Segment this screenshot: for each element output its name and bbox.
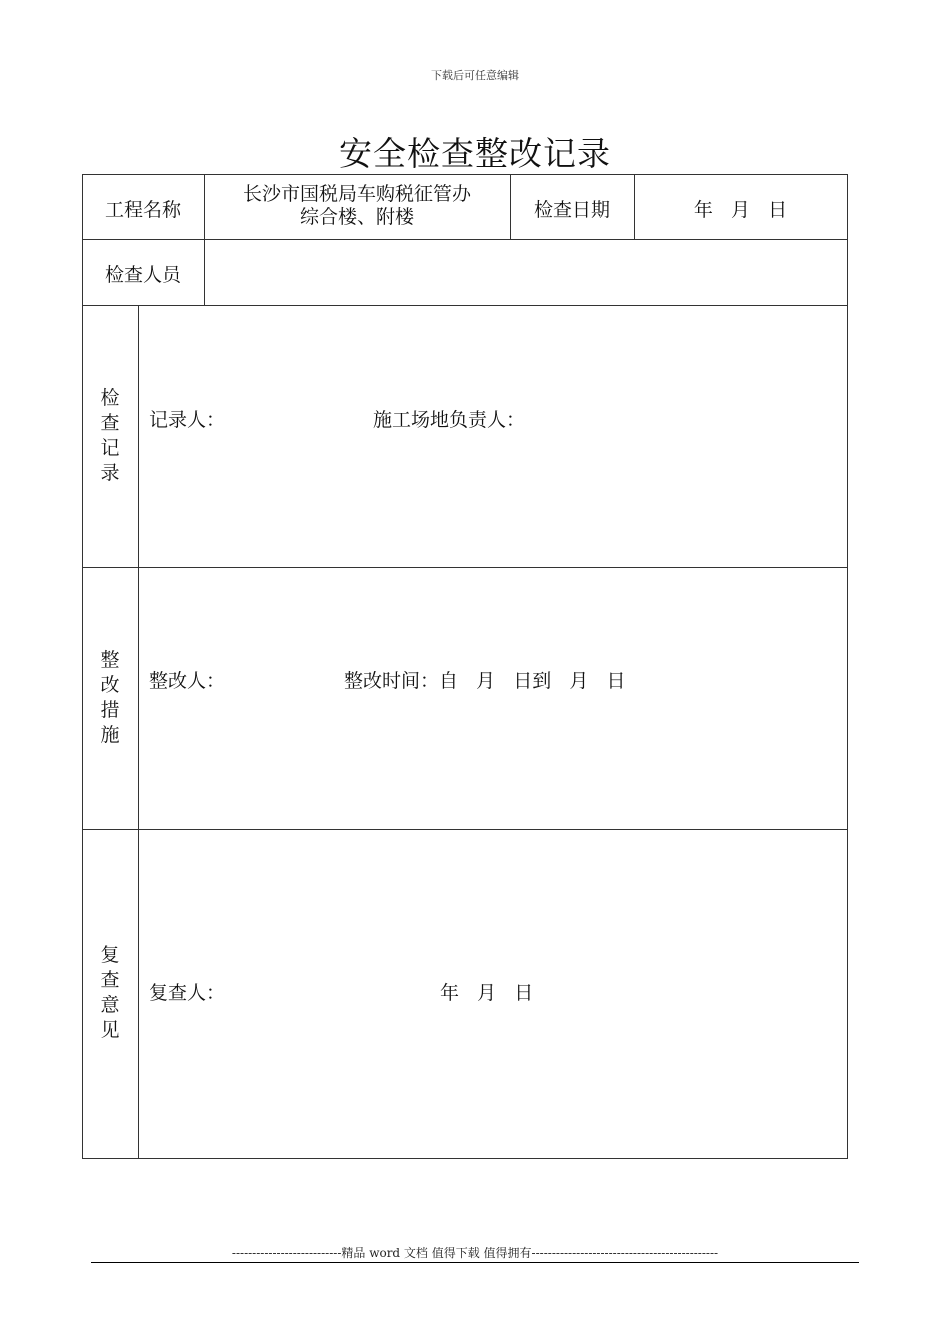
label-char: 记 [100, 437, 120, 459]
inspection-date-label: 检查日期 [533, 199, 610, 221]
label-char: 查 [100, 412, 120, 434]
footer-rule [91, 1262, 859, 1263]
rectification-time-text: 整改时间：自 月 日到 月 日 [344, 670, 626, 692]
label-char: 改 [100, 674, 120, 696]
label-char: 整 [100, 649, 120, 671]
reviewer-label: 复查人： [149, 982, 226, 1004]
project-name-label: 工程名称 [104, 199, 181, 221]
label-char: 意 [100, 994, 120, 1016]
label-char: 措 [100, 699, 120, 721]
label-char: 见 [100, 1019, 120, 1041]
label-char: 复 [100, 944, 120, 966]
document-title: 安全检查整改记录 [339, 134, 611, 173]
label-char: 录 [100, 462, 120, 484]
project-name-value [204, 183, 510, 229]
label-char: 施 [100, 724, 120, 746]
review-date-text: 年 月 日 [440, 982, 534, 1004]
footer-note: ---------------------------精品 word 文档 值得下载 值得拥有---------------------------------------------- [231, 1246, 719, 1260]
label-char: 检 [100, 387, 120, 409]
rectification-measures-label [95, 648, 125, 748]
project-name-line2: 综合楼、附楼 [299, 206, 414, 228]
inspection-record-label [95, 386, 125, 486]
header-note: 下载后可任意编辑 [431, 69, 519, 82]
project-name-line1: 长沙市国税局车购税征管办 [242, 183, 471, 205]
inspector-label: 检查人员 [104, 264, 181, 286]
site-manager-label: 施工场地负责人： [373, 409, 526, 431]
rectifier-label: 整改人： [149, 670, 226, 692]
recorder-label: 记录人： [149, 409, 226, 431]
review-opinion-label [95, 943, 125, 1043]
inspection-date-value: 年 月 日 [693, 199, 788, 221]
label-char: 查 [100, 969, 120, 991]
